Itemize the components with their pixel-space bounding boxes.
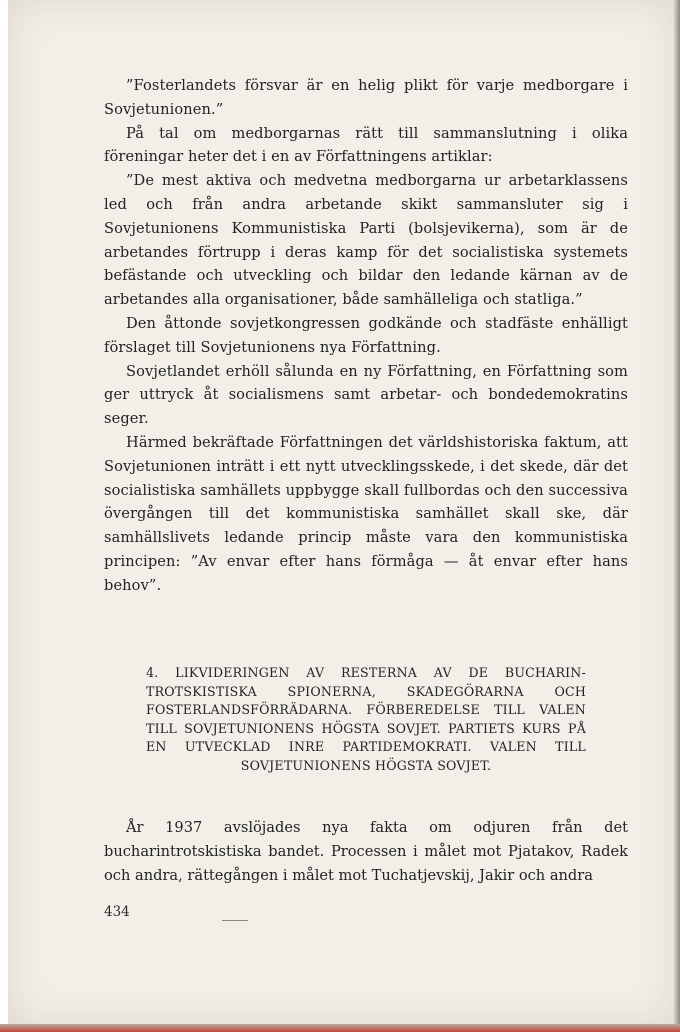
footer-rule (222, 920, 248, 921)
paragraph-party-quote: ”De mest aktiva och medvetna medborgarna ur arbetarklassens led och från andra arbetande skikt sammansluter sig i Sovjetunionens Kommunistiska Parti (bolsjevikerna), som är de arbetandes förtrupp i deras kamp för det socialistiska systemets befästande och utveckling och bildar den ledande kärnan av de arbetandes alla organisationer, både samhälleliga och statliga.” (104, 172, 628, 309)
paragraph-defense-quote: ”Fosterlandets försvar är en helig plikt för varje medborgare i Sovjetunionen.” (104, 77, 628, 118)
section-number: 4. (146, 665, 159, 680)
paragraph-association-right: På tal om medborgarnas rätt till sammanslutning i olika föreningar heter det i en av Författningens artiklar: (104, 124, 628, 166)
book-cover-edge (0, 1024, 680, 1032)
paragraph-historic-fact: Härmed bekräftade Författningen det världshistoriska faktum, att Sovjetunionen inträtt i ett nytt utvecklingsskede, i det skede, där det socialistiska samhällets uppbygge skall fullbordas och den successiva övergången till det kommunistiska samhället skall ske, där samhällslivets ledande princip måste vara den kommunistiska principen: ”Av envar efter hans förmåga — åt envar efter hans behov”. (104, 433, 628, 594)
section-heading-text: LIKVIDERINGEN AV RESTERNA AV DE BUCHARIN-TROTSKISTISKA SPIONERNA, SKADEGÖRARNA OCH FOSTERLANDSFÖRRÄDARNA. FÖRBEREDELSE TILL VALEN TILL SOVJETUNIONENS HÖGSTA SOVJET. PARTIETS KURS PÅ EN UTVECKLAD INRE PARTIDEMOKRATI. VALEN TILL SOVJETUNIONENS HÖGSTA SOVJET. (146, 665, 586, 773)
page-number: 434 (104, 904, 130, 920)
paragraph-eighth-congress: Den åttonde sovjetkongressen godkände och stadfäste enhälligt förslaget till Sovjetunionens nya Författning. (104, 314, 628, 356)
section-heading (146, 664, 586, 776)
body-text (104, 74, 628, 598)
page-edge (674, 0, 680, 1032)
paragraph-1937-facts: År 1937 avslöjades nya fakta om odjuren från det bucharintrotskistiska bandet. Processen i målet mot Pjatakov, Radek och andra, rättegången i målet mot Tuchatjevskij, Jakir och andra (104, 819, 628, 884)
paragraph-new-constitution: Sovjetlandet erhöll sålunda en ny Författning, en Författning som ger uttryck åt socialismens samt arbetar- och bondedemokratins seger. (104, 362, 628, 428)
